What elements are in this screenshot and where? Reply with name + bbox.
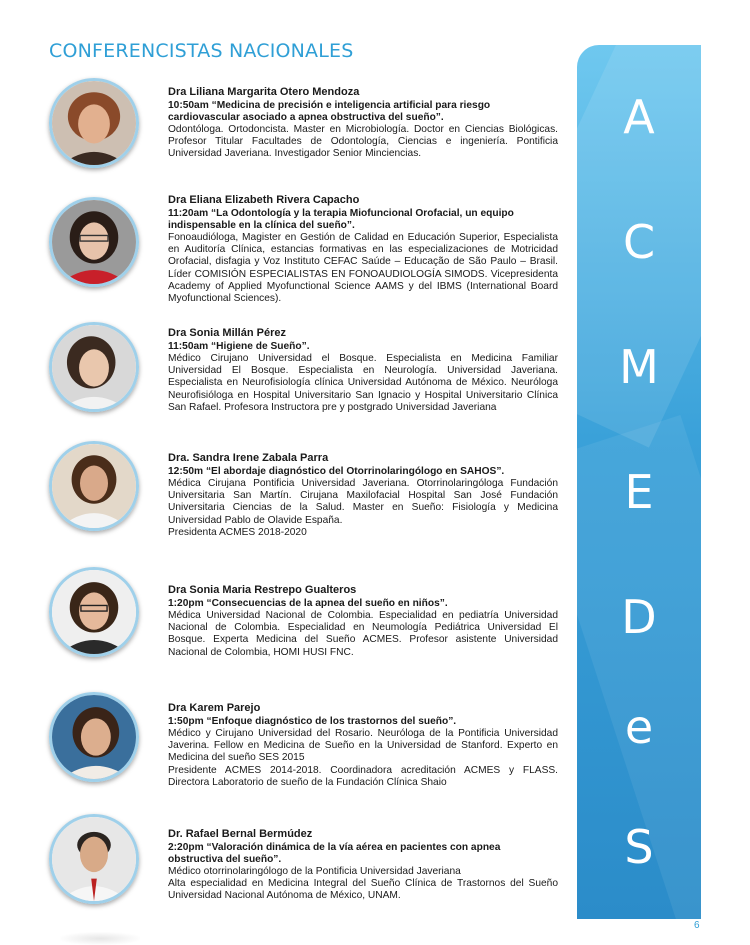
page-title: CONFERENCISTAS NACIONALES bbox=[49, 40, 354, 62]
banner-letter: M bbox=[619, 340, 659, 394]
speaker-name: Dra Sonia Maria Restrepo Gualteros bbox=[168, 584, 357, 596]
banner-letter: E bbox=[624, 465, 654, 519]
speaker-name: Dra Eliana Elizabeth Rivera Capacho bbox=[168, 194, 360, 206]
speaker-photo bbox=[49, 692, 139, 782]
banner-letter: D bbox=[621, 590, 657, 644]
speaker-photo bbox=[49, 441, 139, 531]
talk-title: 11:50am “Higiene de Sueño”. bbox=[168, 341, 310, 352]
acmes-side-banner bbox=[577, 45, 701, 919]
speaker-name: Dra Karem Parejo bbox=[168, 702, 261, 714]
next-photo-edge bbox=[60, 932, 140, 945]
speaker-bio: Médico Cirujano Universidad el Bosque. Especialista en Medicina Familiar Universidad El Bosque. Especialista en Neurología. Universidad Javeriana. Especialista en Neurofisiología clínica Universidad Autónoma de México. Neuróloga Neurofisióloga en Hospital Universitario San Ignacio y Hospital Universitario Clínica San Rafael. Profesora Instructora pre y postgrado Universidad Javeriana bbox=[168, 353, 558, 413]
speaker-name: Dra Liliana Margarita Otero Mendoza bbox=[168, 86, 360, 98]
banner-letter: e bbox=[624, 700, 654, 754]
speaker-bio: Médico y Cirujano Universidad del Rosario. Neuróloga de la Pontificia Universidad Javerina. Fellow en Medicina de Sueño en la Universidad de Stanford. Experto en Medicina del sueño SES 2015 bbox=[168, 728, 558, 764]
banner-letter: S bbox=[624, 820, 654, 874]
talk-title: 1:50pm “Enfoque diagnóstico de los trastornos del sueño”. bbox=[168, 716, 457, 727]
speaker-bio: Odontóloga. Ortodoncista. Master en Microbiología. Doctor en Ciencias Biológicas. Profesor Titular Facultades de Odontología, Ciencias e ingeniería. Pontificia Universidad Javeriana. Investigador Senior Minciencias. bbox=[168, 124, 558, 160]
banner-letter: C bbox=[622, 215, 656, 269]
talk-title: 1:20pm “Consecuencias de la apnea del sueño en niños”. bbox=[168, 598, 448, 609]
talk-title: 10:50am “Medicina de precisión e inteligencia artificial para riesgo cardiovascular asociado a apnea obstructiva del sueño”. bbox=[168, 100, 491, 123]
speaker-bio: Médica Universidad Nacional de Colombia. Especialidad en pediatría Universidad Nacional de Colombia. Especialidad en Neumología Pediátrica Universidad El Bosque. Experta Medicina del Sueño ACMES. Profesor asistente Universidad Nacional de Colombia, HOMI HUSI FNC. bbox=[168, 610, 558, 658]
speaker-extra: Presidente ACMES 2014-2018. Coordinadora acreditación ACMES y FLASS. Directora Laboratorio de sueño de la Fundación Clínica Shaio bbox=[168, 764, 558, 788]
page-number: 6 bbox=[694, 920, 700, 931]
speaker-extra: Alta especialidad en Medicina Integral del Sueño Clínica de Trastornos del Sueño Universidad Nacional Autónoma de México, UNAM. bbox=[168, 878, 558, 902]
speaker-photo bbox=[49, 78, 139, 168]
speaker-bio: Médico otorrinolaringólogo de la Pontificia Universidad Javeriana bbox=[168, 866, 461, 877]
speaker-photo bbox=[49, 197, 139, 287]
speaker-name: Dra Sonia Millán Pérez bbox=[168, 327, 286, 339]
speaker-bio: Médica Cirujana Pontificia Universidad Javeriana. Otorrinolaringóloga Fundación Universitaria San Martín. Cirujana Maxilofacial Hospital San José Fundación Universitaria Ciencias de la Salud. Master en Sueño: Fisiología y Medicina Universidad Pablo de Olavide España. bbox=[168, 478, 558, 526]
speaker-name: Dr. Rafael Bernal Bermúdez bbox=[168, 828, 313, 840]
speaker-name: Dra. Sandra Irene Zabala Parra bbox=[168, 452, 329, 464]
speaker-photo bbox=[49, 322, 139, 412]
speaker-photo bbox=[49, 814, 139, 904]
talk-title: 11:20am “La Odontología y la terapia Miofuncional Orofacial, un equipo indispensable en la clínica del sueño”. bbox=[168, 208, 514, 231]
speaker-bio: Fonoaudióloga, Magister en Gestión de Calidad en Educación Superior, Especialista en Auditoría Clínica, estancias formativas en las especializaciones de Motricidad Orofacial, disfagia y Voz Instituto CEFAC Saúde – Educação de São Paulo – Brasil. Líder COMISIÓN ESPECIALISTAS EN FONOAUDIOLOGÍA SIMODS. Vicepresidenta Academy of Applied Myofunctional Science AAMS y del IBMS (International Board Myofunctional Sciences). bbox=[168, 232, 558, 305]
banner-letter: A bbox=[623, 90, 655, 144]
speaker-photo bbox=[49, 567, 139, 657]
talk-title: 12:50m “El abordaje diagnóstico del Otorrinolaringólogo en SAHOS”. bbox=[168, 466, 505, 477]
speaker-extra: Presidenta ACMES 2018-2020 bbox=[168, 526, 307, 538]
talk-title: 2:20pm “Valoración dinámica de la vía aérea en pacientes con apnea obstructiva del sueño”. bbox=[168, 842, 501, 865]
